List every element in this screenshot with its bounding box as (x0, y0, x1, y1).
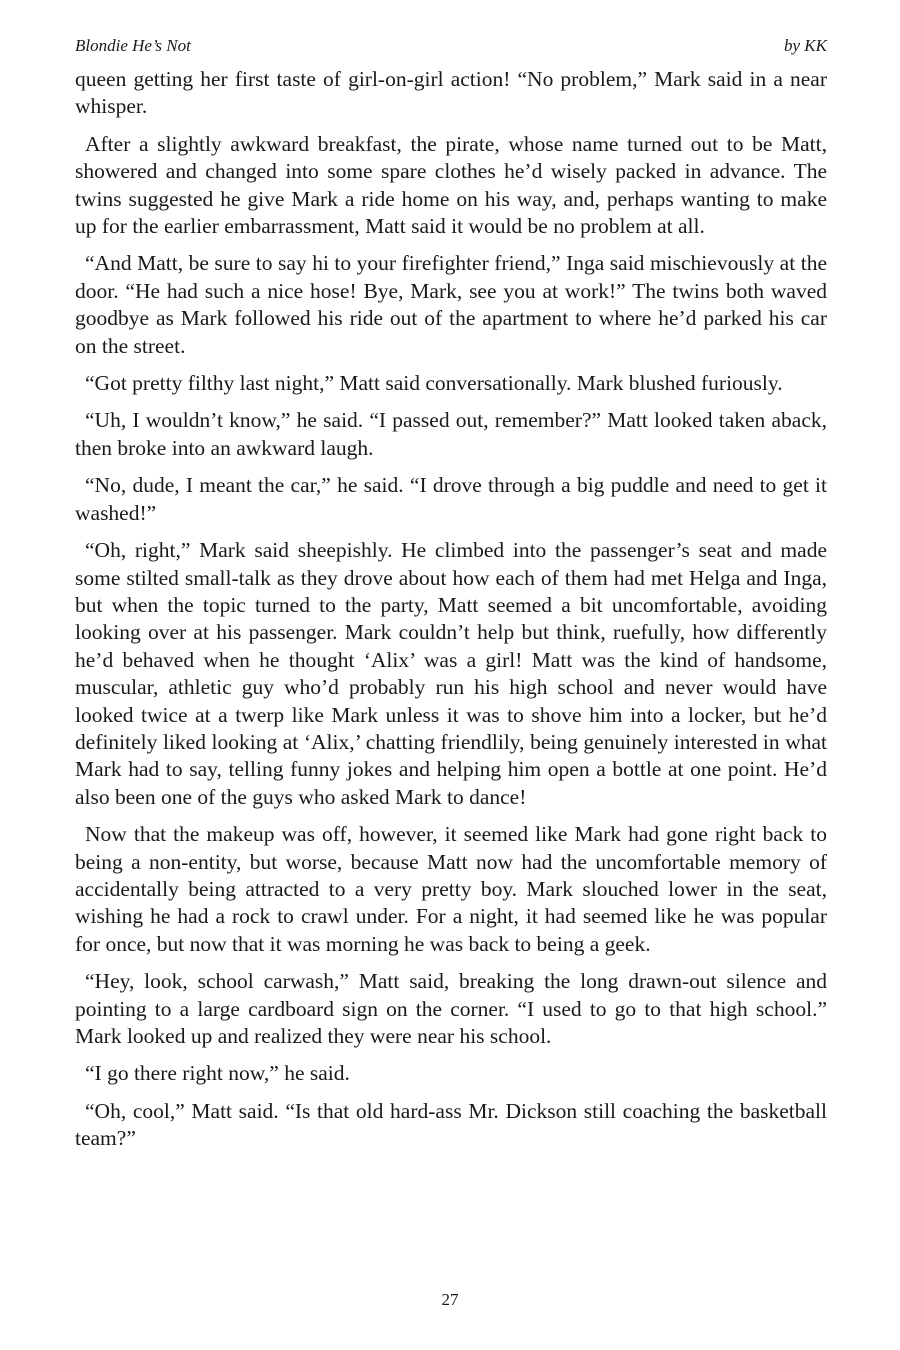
paragraph: “And Matt, be sure to say hi to your firefighter friend,” Inga said mischievously at the door. “He had such a nice hose! Bye, Mark, see you at work!” The twins both waved goodbye as Mark followed his ride out of the apartment to where he’d parked his car on the street. (75, 251, 827, 358)
body-text (75, 66, 827, 1153)
paragraph: “Oh, right,” Mark said sheepishly. He climbed into the passenger’s seat and made some stilted small-talk as they drove about how each of them had met Helga and Inga, but when the topic turned to the party, Matt seemed a bit uncomfortable, avoiding looking over at his passenger. Mark couldn’t help but think, ruefully, how differently he’d behaved when he thought ‘Alix’ was a girl! Matt was the kind of handsome, muscular, athletic guy who’d probably run his high school and never would have looked twice at a twerp like Mark unless it was to shove him into a locker, but he’d definitely liked looking at ‘Alix,’ chatting friendlily, being genuinely interested in what Mark had to say, telling funny jokes and helping him open a bottle at one point. He’d also been one of the guys who asked Mark to dance! (75, 538, 827, 809)
book-page (75, 36, 827, 1163)
paragraph: “No, dude, I meant the car,” he said. “I drove through a big puddle and need to get it washed!” (75, 473, 827, 525)
page-number: 27 (441, 1290, 459, 1309)
paragraph: “I go there right now,” he said. (85, 1061, 350, 1086)
paragraph: “Uh, I wouldn’t know,” he said. “I passed out, remember?” Matt looked taken aback, then broke into an awkward laugh. (75, 408, 827, 460)
paragraph: Now that the makeup was off, however, it seemed like Mark had gone right back to being a non-entity, but worse, because Matt now had the uncomfortable memory of accidentally being attracted to a very pretty boy. Mark slouched lower in the seat, wishing he had a rock to crawl under. For a night, it had seemed like he was popular for once, but now that it was morning he was back to being a geek. (75, 822, 827, 956)
paragraph: queen getting her first taste of girl-on-girl action! “No problem,” Mark said in a near whisper. (75, 67, 827, 119)
paragraph: “Oh, cool,” Matt said. “Is that old hard-ass Mr. Dickson still coaching the basketball team?” (75, 1098, 827, 1151)
paragraph: After a slightly awkward breakfast, the pirate, whose name turned out to be Matt, showered and changed into some spare clothes he’d wisely packed in advance. The twins suggested he give Mark a ride home on his way, and, perhaps wanting to make up for the earlier embarrassment, Matt said it would be no problem at all. (75, 131, 827, 239)
paragraph: “Hey, look, school carwash,” Matt said, breaking the long drawn-out silence and pointing to a large cardboard sign on the corner. “I used to go to that high school.” Mark looked up and realized they were near his school. (75, 969, 827, 1048)
paragraph: “Got pretty filthy last night,” Matt said conversationally. Mark blushed furiously. (85, 371, 783, 396)
running-header (75, 36, 827, 56)
author-credit: by KK (784, 36, 827, 55)
book-title: Blondie He’s Not (75, 36, 191, 55)
